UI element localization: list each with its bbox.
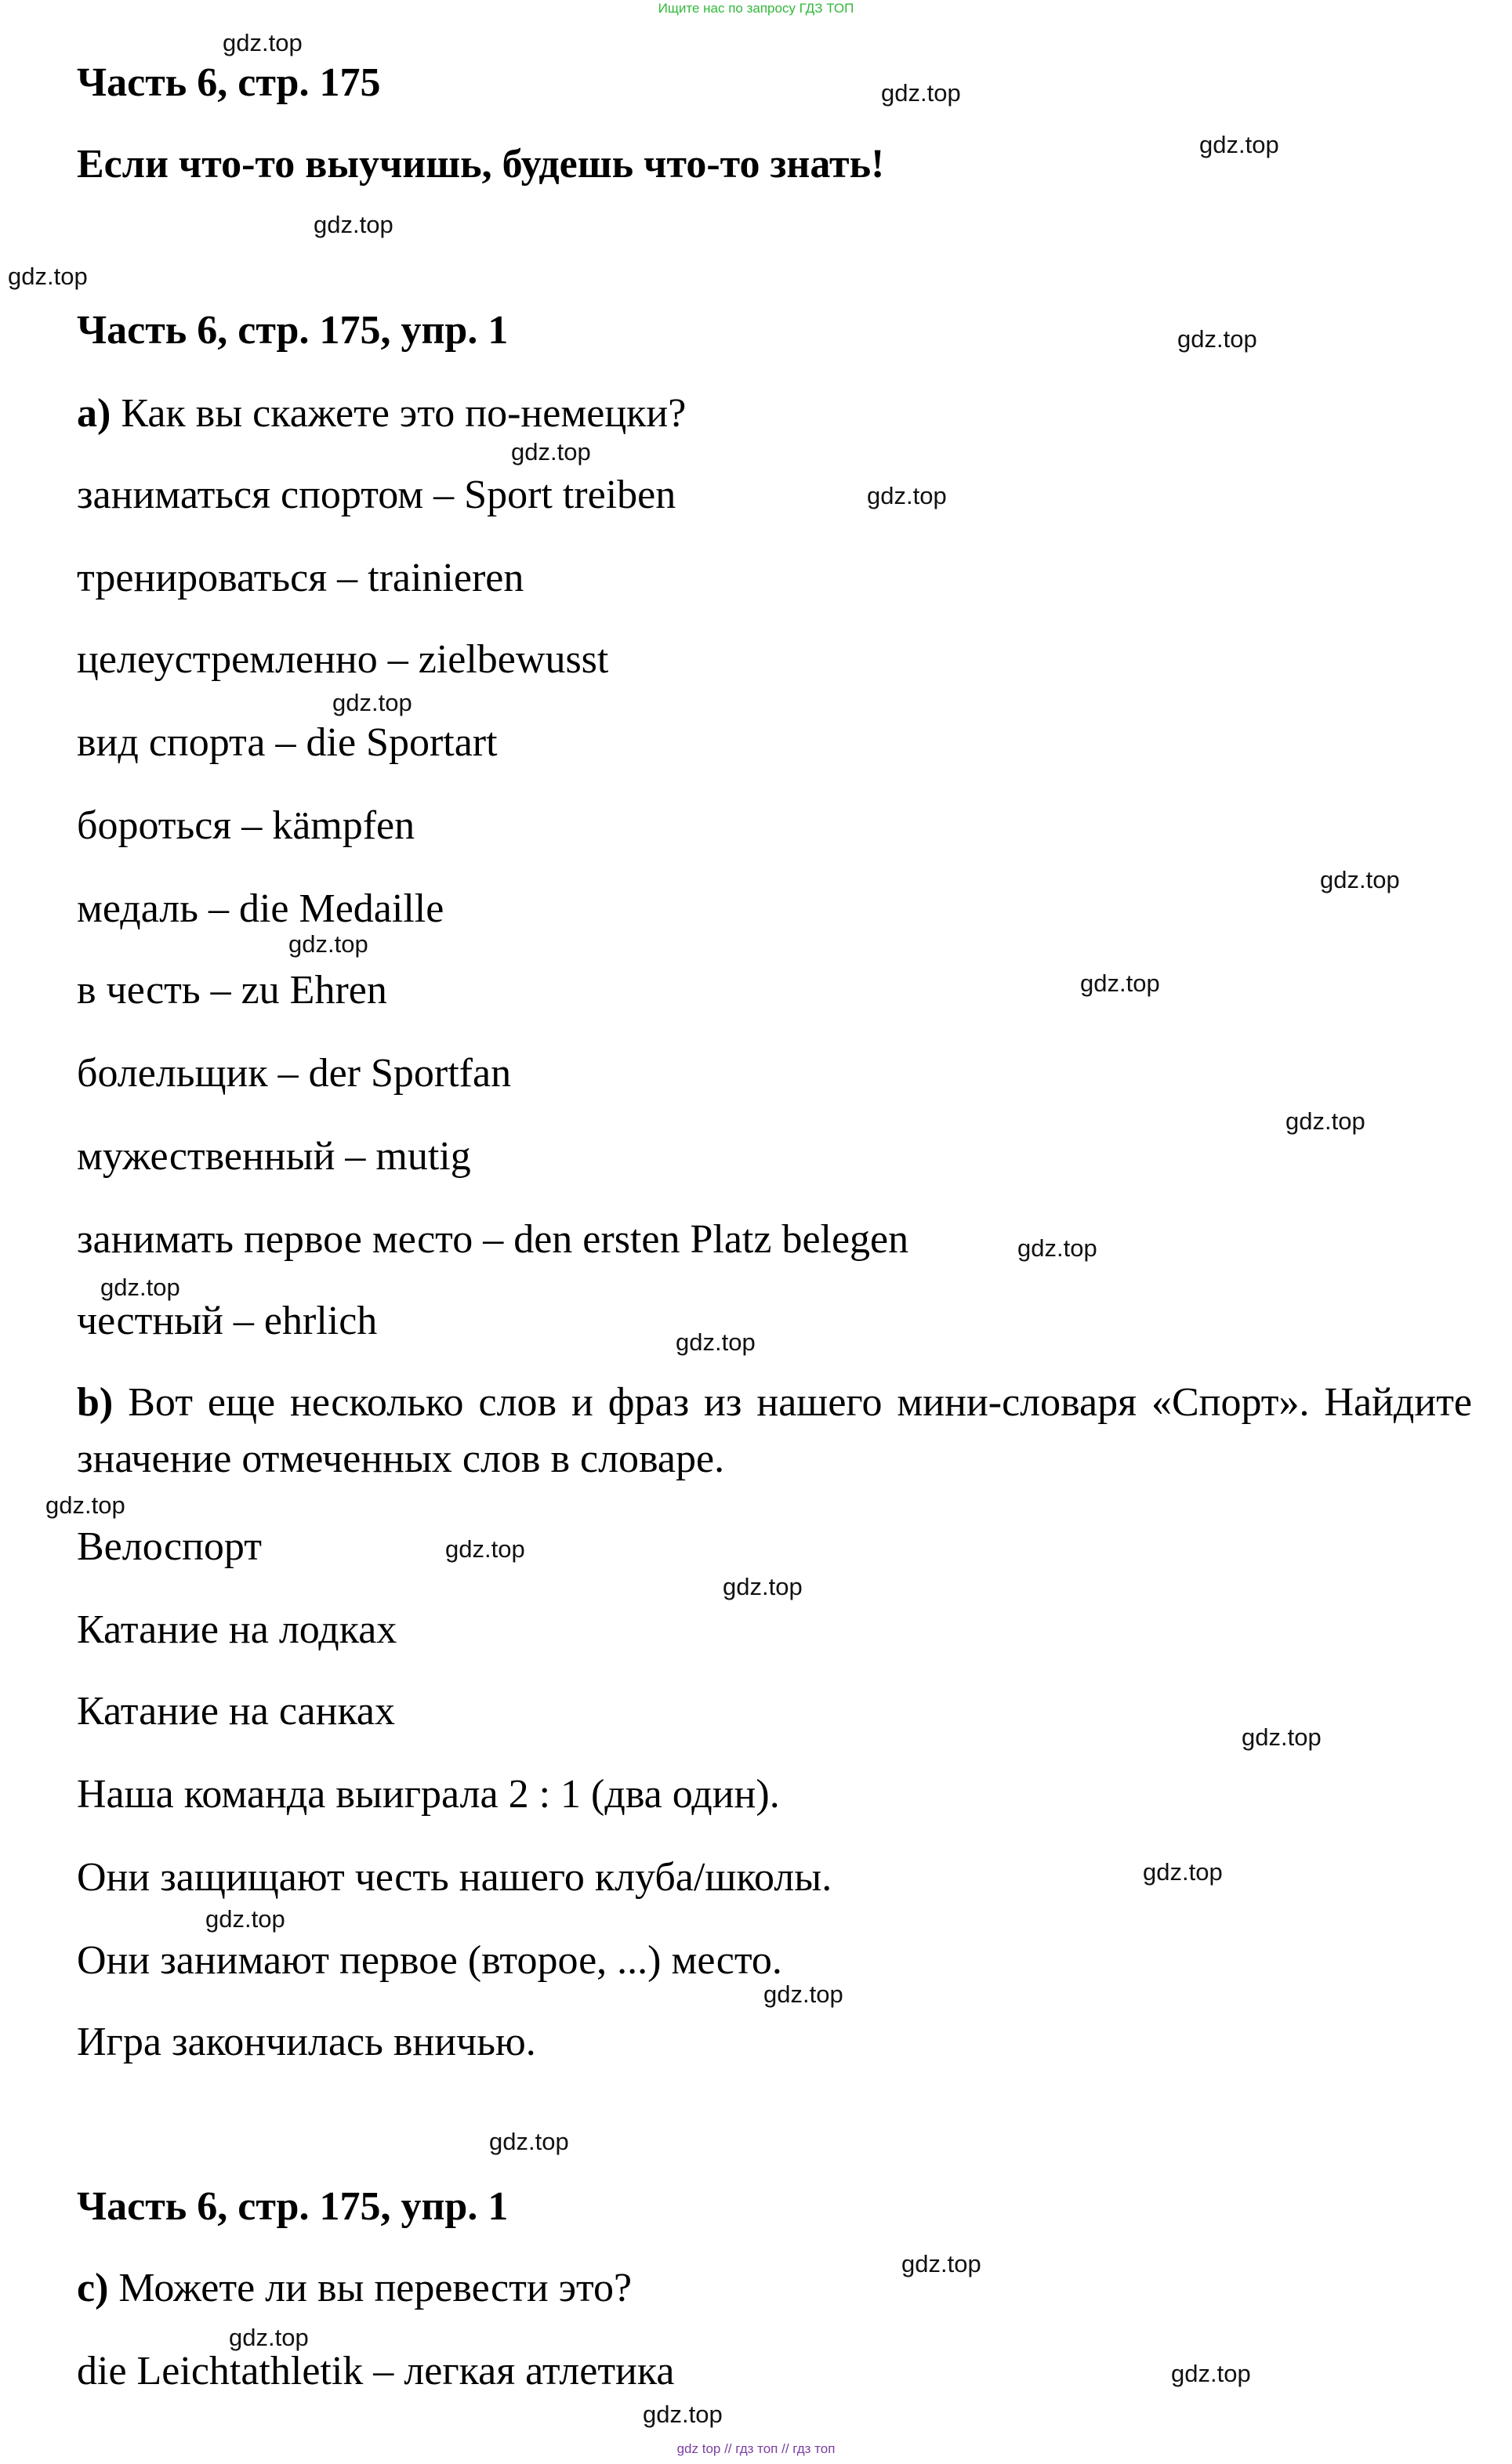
watermark: gdz.top (881, 79, 961, 107)
task-c-text: Можете ли вы перевести это? (118, 2266, 633, 2310)
watermark: gdz.top (1285, 1107, 1365, 1135)
phrase-item: Велоспорт (77, 1524, 262, 1569)
watermark: gdz.top (723, 1573, 803, 1600)
watermark: gdz.top (1017, 1234, 1097, 1262)
watermark: gdz.top (205, 1905, 285, 1933)
watermark: gdz.top (314, 211, 393, 238)
top-search-note: Ищите нас по запросу ГДЗ ТОП (658, 1, 854, 16)
phrase-item: Они занимают первое (второе, ...) место. (77, 1938, 782, 1983)
watermark: gdz.top (763, 1980, 843, 2008)
vocab-item: честный – ehrlich (77, 1299, 378, 1343)
watermark: gdz.top (867, 482, 947, 509)
watermark: gdz.top (1143, 1858, 1223, 1886)
motto: Если что-то выучишь, будешь что-то знать! (77, 142, 885, 187)
watermark: gdz.top (223, 29, 303, 56)
watermark: gdz.top (445, 1535, 525, 1563)
watermark: gdz.top (1080, 969, 1160, 997)
watermark: gdz.top (901, 2250, 981, 2277)
task-b-text: Вот еще несколько слов и фраз из нашего мини-словаря «Спорт». Найдите значение отмеченных слов в словаре. (77, 1380, 1472, 1481)
watermark: gdz.top (229, 2324, 309, 2351)
watermark: gdz.top (288, 930, 368, 958)
vocab-item: мужественный – mutig (77, 1134, 471, 1179)
page-title: Часть 6, стр. 175 (77, 60, 381, 105)
task-b (77, 1375, 1472, 1487)
watermark: gdz.top (511, 438, 591, 466)
vocab-item: заниматься спортом – Sport treiben (77, 473, 676, 517)
watermark: gdz.top (489, 2128, 569, 2155)
watermark: gdz.top (332, 689, 412, 716)
vocab-item: в честь – zu Ehren (77, 968, 387, 1013)
vocab-item: медаль – die Medaille (77, 886, 444, 931)
task-a-label: a) (77, 391, 111, 436)
vocab-item: вид спорта – die Sportart (77, 720, 498, 765)
vocab-item: занимать первое место – den ersten Platz belegen (77, 1217, 909, 1262)
watermark: gdz.top (1199, 131, 1279, 158)
watermark: gdz.top (1177, 325, 1257, 353)
task-b-label: b) (77, 1380, 114, 1425)
phrase-item: Наша команда выиграла 2 : 1 (два один). (77, 1772, 780, 1817)
section-heading-2: Часть 6, стр. 175, упр. 1 (77, 2184, 509, 2229)
phrase-item: Катание на лодках (77, 1607, 397, 1652)
watermark: gdz.top (8, 263, 88, 290)
footer-note: gdz top // гдз топ // гдз топ (676, 2441, 836, 2456)
task-c-label: c) (77, 2266, 109, 2310)
section-heading-1: Часть 6, стр. 175, упр. 1 (77, 308, 509, 353)
vocab-item: болельщик – der Sportfan (77, 1051, 512, 1096)
watermark: gdz.top (100, 1274, 180, 1301)
watermark: gdz.top (1242, 1723, 1322, 1751)
watermark: gdz.top (676, 1328, 756, 1356)
vocab-item: тренироваться – trainieren (77, 556, 524, 600)
phrase-item: Катание на санках (77, 1689, 395, 1734)
watermark: gdz.top (1320, 866, 1400, 893)
watermark: gdz.top (1171, 2360, 1251, 2387)
task-a (77, 390, 686, 437)
watermark: gdz.top (643, 2401, 723, 2428)
translation-item: die Leichtathletik – легкая атлетика (77, 2349, 675, 2393)
phrase-item: Они защищают честь нашего клуба/школы. (77, 1855, 832, 1900)
watermark: gdz.top (45, 1491, 125, 1519)
task-a-text: Как вы скажете это по-немецки? (121, 391, 687, 436)
phrase-item: Игра закончилась вничью. (77, 2020, 536, 2064)
vocab-item: бороться – kämpfen (77, 803, 415, 848)
vocab-item: целеустремленно – zielbewusst (77, 637, 609, 682)
task-c (77, 2265, 632, 2312)
